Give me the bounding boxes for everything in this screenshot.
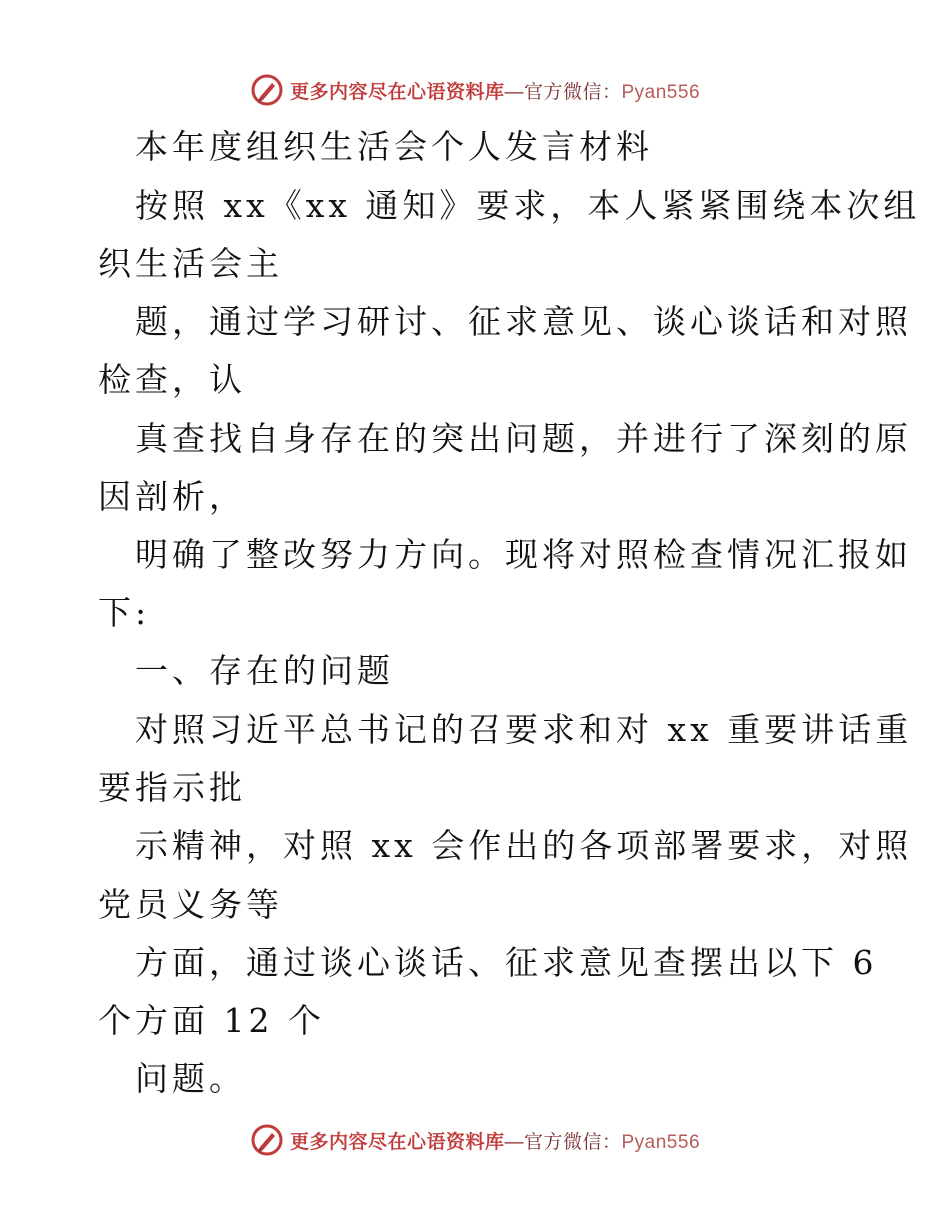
paragraph-line: 明确了整改努力方向。现将对照检查情况汇报如 [135, 535, 912, 574]
paragraph-line: 题，通过学习研讨、征求意见、谈心谈话和对照 [135, 302, 912, 341]
paragraph-line: 因剖析， [98, 477, 246, 516]
header-watermark [0, 70, 950, 110]
paragraph-line: 党员义务等 [98, 885, 283, 924]
watermark-official-label: 官方微信： [523, 1131, 622, 1153]
paragraph-line: 示精神，对照 xx 会作出的各项部署要求，对照 [135, 826, 913, 865]
paragraph-line: 真查找自身存在的突出问题，并进行了深刻的原 [135, 419, 912, 458]
paragraph-line: 方面，通过谈心谈话、征求意见查摆出以下 6 [135, 943, 878, 982]
pen-logo-icon [250, 73, 284, 107]
paragraph-line: 要指示批 [98, 768, 246, 807]
watermark-text [290, 1127, 700, 1154]
paragraph-line: 下: [98, 593, 151, 632]
watermark-text [290, 77, 700, 104]
watermark-wechat-id: Pyan556 [621, 1131, 701, 1153]
watermark-dash: — [504, 81, 524, 103]
footer-watermark [0, 1120, 950, 1160]
watermark-official-label: 官方微信： [523, 81, 622, 103]
watermark-wechat-id: Pyan556 [621, 81, 701, 103]
section-heading: 一、存在的问题 [135, 651, 394, 690]
paragraph-line: 按照 xx《xx 通知》要求，本人紧紧围绕本次组 [135, 186, 921, 225]
pen-logo-icon [250, 1123, 284, 1157]
paragraph-line: 问题。 [135, 1059, 246, 1098]
paragraph-line: 对照习近平总书记的召要求和对 xx 重要讲话重 [135, 710, 913, 749]
paragraph-line: 织生活会主 [98, 244, 283, 283]
watermark-brand: 更多内容尽在心语资料库 [289, 1131, 505, 1153]
paragraph-line: 检查，认 [98, 360, 246, 399]
watermark-brand: 更多内容尽在心语资料库 [289, 81, 505, 103]
paragraph-line: 个方面 12 个 [98, 1001, 325, 1040]
document-title: 本年度组织生活会个人发言材料 [135, 127, 653, 166]
watermark-dash: — [504, 1131, 524, 1153]
